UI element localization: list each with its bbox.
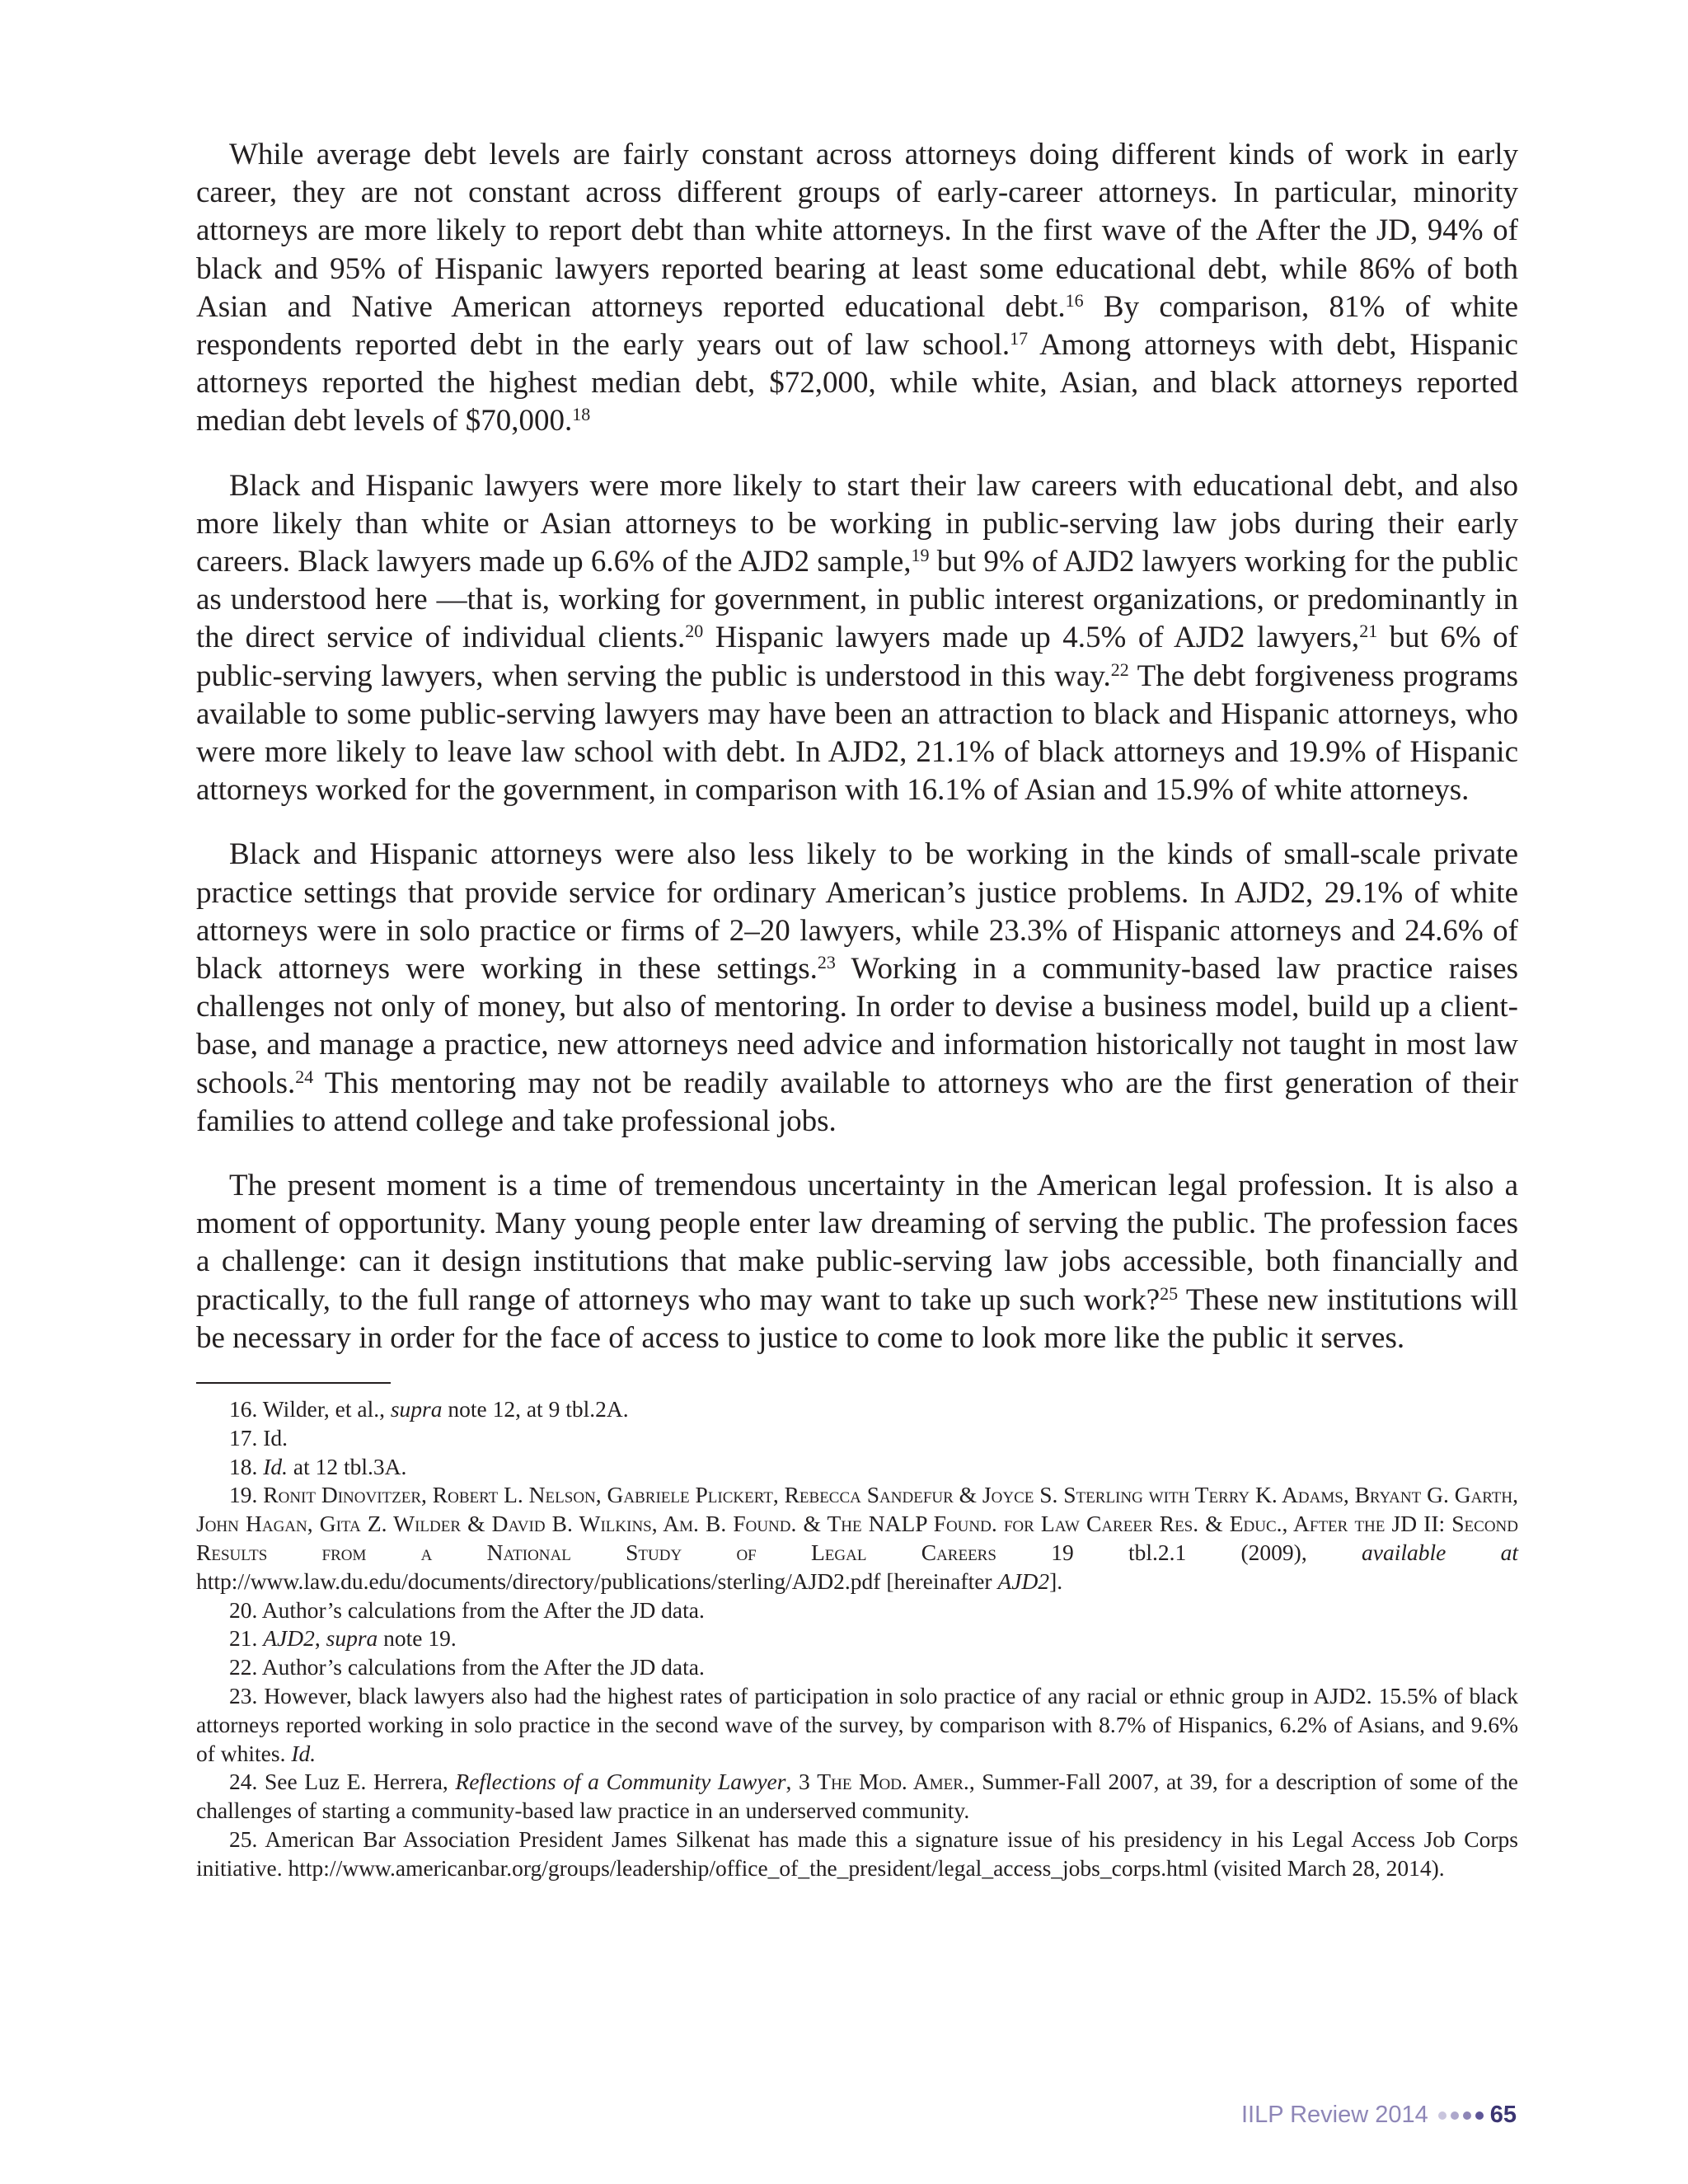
paragraph-4	[196, 1167, 1518, 1357]
dot-icon	[1451, 2111, 1459, 2120]
paragraph-text: These new institutions will be necessary in order for the face of access to justice to come to look more like the public it serves.	[196, 1282, 1518, 1355]
footnote-small-caps: Ronit Dinovitzer, Robert L. Nelson, Gabriele Plickert, Rebecca Sandefur & Joyce S. Sterling with Terry K. Adams, Bryant G. Garth, John Hagan, Gita Z. Wilder & David B. Wilkins, Am. B. Found. & The NALP Found. for Law Career Res. & Educ., After the JD II: Second Results from a National Study of Legal Careers	[196, 1482, 1519, 1566]
footnote-25	[196, 1825, 1518, 1883]
footnote-24	[196, 1768, 1518, 1825]
paragraph-text: Working in a community-based law practice raises challenges not only of money, but also of mentoring. In order to devise a business model, build up a client-base, and manage a practice, new attorneys need advice and information historically not taught in most law schools.	[196, 952, 1519, 1100]
footnote-text: 18.	[229, 1453, 264, 1479]
paragraph-2	[196, 467, 1518, 810]
footnote-21	[196, 1624, 1518, 1653]
footnote-text: 16. Wilder, et al.,	[229, 1396, 391, 1422]
paragraph-text: While average debt levels are fairly constant across attorneys doing different kinds of work in early career, they are not constant across different groups of early-career attorneys. In particular, minority attorneys are more likely to report debt than white attorneys. In the first wave of the After the JD, 94% of black and 95% of Hispanic lawyers reported bearing at least some educational debt, while 86% of both Asian and Native American attorneys reported educational debt.	[196, 138, 1518, 324]
footer-dots-icon	[1438, 2111, 1484, 2120]
footnote-italic: available at	[1361, 1540, 1518, 1566]
footnote-link[interactable]: 25. American Bar Association President James Silkenat has made this a signature issue of his presidency in his Legal Access Job Corps initiative. http://www.americanbar.org/groups/leadership/office_of_the_president/legal_access_jobs_corps.html (visited March 28, 2014).	[196, 1826, 1518, 1881]
footnote-19	[196, 1481, 1518, 1596]
footnote-italic: Reflections of a Community Lawyer	[455, 1769, 786, 1795]
footnote-ref-16[interactable]: 16	[1065, 289, 1084, 311]
paragraph-text: but 9% of AJD2 lawyers working for the public as understood here —that is, working for government, in public interest organizations, or predominantly in the direct service of individual clients.	[196, 545, 1519, 655]
footnote-18	[196, 1453, 1518, 1482]
paragraph-text: but 6% of public-serving lawyers, when serving the public is understood in this way.	[196, 621, 1519, 693]
footnote-text: 19 tbl.2.1 (2009),	[996, 1540, 1362, 1566]
paragraph-text: The debt forgiveness programs available to some public-serving lawyers may have been an attraction to black and Hispanic attorneys, who were more likely to leave law school with debt. In AJD2, 21.1% of black attorneys and 19.9% of Hispanic attorneys worked for the government, in comparison with 16.1% of Asian and 15.9% of white attorneys.	[196, 658, 1518, 808]
page-footer	[1241, 2102, 1517, 2129]
footnote-text: 17. Id.	[229, 1424, 288, 1451]
footnote-text: ].	[1049, 1568, 1063, 1594]
footnote-text: ,	[314, 1625, 326, 1652]
footnote-italic: AJD2	[997, 1568, 1050, 1594]
footnote-ref-19[interactable]: 19	[911, 545, 930, 566]
footnote-text: , Summer-Fall 2007, at 39, for a description of some of the challenges of starting a community-based law practice in an underserved community.	[196, 1769, 1518, 1824]
paragraph-text: Hispanic lawyers made up 4.5% of AJD2 lawyers,	[703, 621, 1360, 655]
paragraph-text: Among attorneys with debt, Hispanic attorneys reported the highest median debt, $72,000, while white, Asian, and black attorneys reported median debt levels of $70,000.	[196, 328, 1518, 438]
paragraph-text: By comparison, 81% of white respondents reported debt in the early years out of law school.	[196, 289, 1518, 363]
paragraph-text: Black and Hispanic lawyers were more likely to start their law careers with educational debt, and also more likely than white or Asian attorneys to be working in public-serving law jobs during their early careers. Black lawyers made up 6.6% of the AJD2 sample,	[196, 468, 1518, 579]
footnote-22	[196, 1653, 1518, 1682]
footnote-italic: Id.	[291, 1740, 316, 1766]
footnote-ref-18[interactable]: 18	[572, 404, 591, 425]
footnote-italic: supra	[390, 1396, 443, 1422]
footnote-ref-21[interactable]: 21	[1359, 621, 1378, 642]
footnote-16	[196, 1395, 1518, 1424]
footnote-ref-23[interactable]: 23	[817, 952, 836, 973]
footnote-ref-22[interactable]: 22	[1110, 658, 1129, 680]
paragraph-text: Black and Hispanic attorneys were also less likely to be working in the kinds of small-scale private practice settings that provide service for ordinary American’s justice problems. In AJD2, 29.1% of white attorneys were in solo practice or firms of 2–20 lawyers, while 23.3% of Hispanic attorneys and 24.6% of black attorneys were working in these settings.	[196, 837, 1518, 987]
footnote-20	[196, 1596, 1518, 1625]
footnote-text: 19.	[229, 1482, 264, 1508]
footnote-17	[196, 1424, 1518, 1453]
journal-name: IILP Review 2014	[1240, 2102, 1428, 2128]
paragraph-1	[196, 136, 1518, 441]
footnote-text: note 19.	[377, 1625, 457, 1652]
dot-icon	[1463, 2111, 1471, 2120]
footnote-ref-25[interactable]: 25	[1160, 1282, 1179, 1304]
footnote-text: 23. However, black lawyers also had the highest rates of participation in solo practice of any racial or ethnic group in AJD2. 15.5% of black attorneys reported working in solo practice in the second wave of the survey, by comparison with 8.7% of Hispanics, 6.2% of Asians, and 9.6% of whites.	[196, 1683, 1518, 1766]
paragraph-text: The present moment is a time of tremendous uncertainty in the American legal profession. It is also a moment of opportunity. Many young people enter law dreaming of serving the public. The profession faces a challenge: can it design institutions that make public-serving law jobs accessible, both financially and practically, to the full range of attorneys who may want to take up such work?	[196, 1169, 1518, 1317]
page-content	[196, 136, 1518, 1883]
footnote-text: note 12, at 9 tbl.2A.	[442, 1396, 629, 1422]
footnotes	[196, 1395, 1518, 1883]
dot-icon	[1475, 2111, 1484, 2120]
footnote-text: , 3	[785, 1769, 818, 1795]
dot-icon	[1438, 2111, 1447, 2120]
footnote-italic: Id.	[263, 1453, 288, 1479]
footnote-italic: AJD2	[263, 1625, 315, 1652]
paragraph-text: This mentoring may not be readily available to attorneys who are the first generation of their families to attend college and take professional jobs.	[196, 1066, 1518, 1138]
footnote-italic: supra	[326, 1625, 378, 1652]
footnote-ref-24[interactable]: 24	[295, 1066, 314, 1087]
footnote-text: 22. Author’s calculations from the After the JD data.	[229, 1654, 705, 1680]
footnote-text: at 12 tbl.3A.	[288, 1453, 407, 1479]
footnote-text: 24. See Luz E. Herrera,	[229, 1769, 456, 1795]
footnote-text: 21.	[229, 1625, 264, 1652]
footnote-text: 20. Author’s calculations from the After the JD data.	[229, 1596, 705, 1623]
footnote-23	[196, 1682, 1518, 1768]
footnote-ref-17[interactable]: 17	[1010, 328, 1029, 349]
paragraph-3	[196, 836, 1518, 1141]
footnote-small-caps: The Mod. Amer.	[817, 1769, 969, 1795]
footnote-ref-20[interactable]: 20	[685, 621, 704, 642]
footnote-divider	[196, 1382, 391, 1384]
footnote-link[interactable]: http://www.law.du.edu/documents/directory/publications/sterling/AJD2.pdf [hereinafter	[196, 1568, 998, 1594]
page-number: 65	[1489, 2102, 1517, 2128]
